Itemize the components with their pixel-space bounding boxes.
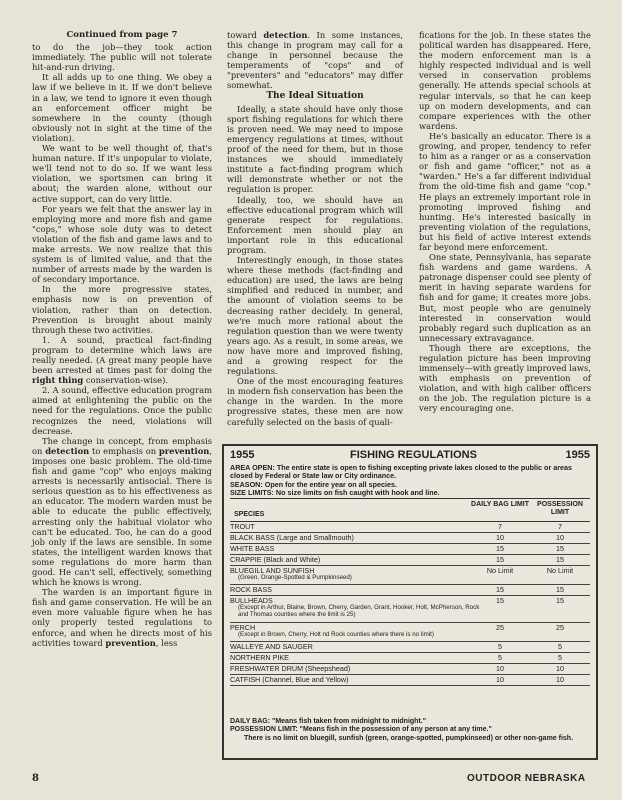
daily-limit-cell: 10 (496, 533, 504, 542)
possession-limit-cell: 5 (558, 642, 562, 651)
paragraph: 2. A sound, effective education program aimed at enlightening the public on the need for the regulations. Once the public recognizes the need, violations will decrease. (32, 385, 212, 436)
paragraph (32, 436, 212, 587)
possession-limit-cell: 5 (558, 653, 562, 662)
daily-limit-cell: 25 (496, 623, 504, 632)
table-row (230, 653, 590, 664)
species-name: BLACK BASS (Large and Smallmouth) (230, 533, 354, 542)
paragraph: Though there are exceptions, the regulation picture has been improving immensely—with greatly improved laws, with emphasis on prevention of violation, and with high caliber officers on the job. The regulation picture is a very encouraging one. (419, 342, 591, 414)
table-row (230, 555, 590, 566)
paragraph (32, 587, 212, 648)
regulation-definitions (230, 718, 590, 743)
regulations-table (230, 498, 590, 686)
paragraph: fications for the job. In these states the political warden has disappeared. Here, the modern enforcement man is a highly respected individual and is well versed in conservation problems generally. He attends special schools at regular intervals, so that he can keep up on modern developments, and can compare experiences with the other wardens. (419, 30, 591, 131)
column-1 (32, 30, 212, 648)
table-row (230, 642, 590, 653)
possession-limit-cell: 25 (556, 623, 564, 632)
text-run: The warden is an important figure in fish and game conservation. He will be an even more valuable figure when he has only properly tested regulations to enforce, and when he directs most of his activities toward (32, 587, 212, 648)
daily-limit-cell: 15 (496, 544, 504, 553)
species-name: WALLEYE AND SAUGER (230, 642, 313, 651)
text-run: 1. A sound, practical fact-finding program to determine which laws are really needed. (A great many people have been arrested at times past for doing the (32, 334, 212, 376)
table-row (230, 544, 590, 555)
area-open: AREA OPEN: The entire state is open to fishing excepting private lakes closed to the public or areas closed by Federal or State law or City ordinance. (230, 463, 573, 481)
paragraph (227, 30, 403, 91)
species-cell (230, 523, 480, 531)
table-header (230, 499, 590, 522)
text-run: . In some instances, this change in program may call for a change in personnel because the temperaments of "cops" and of "preventers" and "educators" may differ somewhat. (227, 30, 403, 91)
species-name: BULLHEADS (230, 596, 273, 605)
paragraph: In the more progressive states, emphasis now is on prevention of violation, rather than on detection. Prevention is brought about mainly through these two activities. (32, 284, 212, 335)
species-cell (230, 556, 480, 564)
paragraph: For years we felt that the answer lay in employing more and more fish and game "cops," whose sole duty was to detect violation of the fish and game laws and to make arrests. We now realize that this system is of limited value, and that the number of arrests made by the warden is of secondary importance. (32, 203, 212, 285)
table-row (230, 675, 590, 686)
paragraph: It all adds up to one thing. We obey a law if we believe in it. If we don't believe in a law, we tend to ignore it even though an enforcement officer might be somewhere in the county (though obviously not in sight at the time of the violation). (32, 72, 212, 143)
possession-definition: POSSESSION LIMIT: "Means fish in the possession of any person at any time." (230, 726, 492, 734)
table-row (230, 566, 590, 585)
species-name: TROUT (230, 522, 255, 531)
possession-limit-cell: 15 (556, 585, 564, 594)
possession-header: POSSESSION LIMIT (537, 501, 583, 516)
species-name: CATFISH (Channel, Blue and Yellow) (230, 675, 349, 684)
paragraph (32, 335, 212, 385)
daily-limit-cell: 15 (496, 596, 504, 605)
daily-limit-cell: 5 (498, 642, 502, 651)
page-number: 8 (32, 773, 39, 784)
table-row (230, 522, 590, 533)
daily-limit-cell: 15 (496, 585, 504, 594)
table-row (230, 533, 590, 544)
section-heading: The Ideal Situation (266, 90, 364, 101)
species-cell (230, 586, 480, 594)
possession-limit-cell: 15 (556, 596, 564, 605)
species-cell (230, 534, 480, 542)
bold-run: prevention (105, 637, 156, 648)
daily-limit-cell: 5 (498, 653, 502, 662)
table-row (230, 664, 590, 675)
text-run: , less (155, 637, 178, 648)
table-row (230, 596, 590, 623)
column-3 (419, 30, 591, 414)
bold-run: detection (263, 30, 308, 40)
bold-run: detection (45, 445, 90, 456)
regulations-header (230, 449, 590, 463)
daily-limit-cell: 15 (496, 555, 504, 564)
continued-heading: Continued from page 7 (66, 30, 178, 40)
species-cell (230, 643, 480, 651)
no-limit-note: There is no limit on bluegill, sunfish (green, orange-spotted, pumpkinseed) or other non-game fish. (244, 734, 574, 742)
species-cell (230, 567, 480, 582)
possession-limit-cell: 10 (556, 533, 564, 542)
species-name: BLUEGILL AND SUNFISH (230, 566, 315, 575)
text-run: toward (227, 30, 264, 40)
species-name: WHITE BASS (230, 544, 275, 553)
regulations-title: FISHING REGULATIONS (350, 449, 477, 461)
daily-limit-cell: 7 (498, 522, 502, 531)
text-run: to emphasis on (89, 445, 159, 456)
daily-header: DAILY BAG LIMIT (471, 501, 529, 508)
species-cell (230, 654, 480, 662)
species-name: PERCH (230, 623, 256, 632)
year-right: 1955 (565, 449, 590, 461)
possession-limit-cell: 7 (558, 522, 562, 531)
species-name: ROCK BASS (230, 585, 272, 594)
paragraph: Ideally, a state should have only those sport fishing regulations for which there is proven need. We may need to impose emergency regulations at times, without proof of the need for them, but in those instances we should immediately institute a fact-finding program which will demonstrate whether or not the regulation is proper. (227, 103, 403, 195)
column-2 (227, 30, 403, 427)
species-cell (230, 545, 480, 553)
paragraph: Interestingly enough, in those states where these methods (fact-finding and education) are used, the laws are being simplified and reduced in number, and the amount of violation seems to be decreasing rather decidely. In general, we're much more rational about the regulation question than we were twenty years ago. As a result, in some areas, we now have more and improved fishing, and a growing respect for the regulations. (227, 255, 403, 377)
text-run: , imposes one basic problem. The old-time fish and game "cop" who enjoys making arrests is necessarily antisocial. There is serious question as to his effectiveness as an educator. The modern warden must be able to educate the public effectively, arresting only the habitual violator who can't be educated. Too, he can do a good job only if the laws are sensible. In some states, the intelligent warden knows that some regulations do more harm than good. He can't sell, effectively, something which he knows is wrong. (32, 445, 212, 588)
species-cell (230, 665, 480, 673)
species-cell (230, 676, 480, 684)
species-note: (Except in Arthur, Blaine, Brown, Cherry, Garden, Grant, Hooker, Holt, McPherson, Rock and Thomas counties where the limit is 25) (238, 604, 480, 618)
season: SEASON: Open for the entire year on all species. (230, 480, 397, 489)
possession-limit-cell: 15 (556, 544, 564, 553)
fishing-regulations-box (222, 444, 598, 760)
daily-limit-cell: 10 (496, 675, 504, 684)
year-left: 1955 (230, 449, 255, 461)
paragraph: We want to be well thought of, that's human nature. If it's unpopular to violate, we'll tend not to do so. If we want less violation, we sportsmen can bring it about; the warden alone, without our active support, can do very little. (32, 143, 212, 204)
paragraph: to do the job—they took action immediately. The public will not tolerate hit-and-run driving. (32, 42, 212, 73)
table-row (230, 585, 590, 596)
table-body (230, 522, 590, 686)
daily-limit-cell: No Limit (486, 566, 514, 575)
table-row (230, 623, 590, 642)
text-run: The change in concept, from emphasis on (32, 435, 212, 456)
possession-limit-cell: 10 (556, 664, 564, 673)
possession-limit-cell: 15 (556, 555, 564, 564)
paragraph: One of the most encouraging features in modern fish conservation has been the change in the warden. In the more progressive states, these men are now carefully selected on the basis of quali- (227, 376, 403, 427)
species-name: CRAPPIE (Black and White) (230, 555, 321, 564)
possession-limit-cell: 10 (556, 675, 564, 684)
species-name: FRESHWATER DRUM (Sheepshead) (230, 664, 351, 673)
species-note: (Except in Brown, Cherry, Holt nd Rock counties where there is no limit) (238, 631, 434, 638)
paragraph: Ideally, too, we should have an effective educational program which will generate respect for regulations. Enforcement men should play an important role in this educational program. (227, 194, 403, 255)
bold-run: right thing (32, 375, 84, 386)
species-header: SPECIES (234, 511, 265, 518)
daily-bag-definition: DAILY BAG: "Means fish taken from midnight to midnight." (230, 718, 427, 725)
bold-run: prevention (158, 445, 210, 456)
paragraph: One state, Pennsylvania, has separate fish wardens and game wardens. A patronage dispenser could see plenty of merit in having separate wardens for fish and for game; it creates more jobs. But, most people who are genuinely interested in conservation would probably regard such duplication as an unnecessary extravagance. (419, 252, 591, 343)
paragraph: He's basically an educator. There is a growing, and proper, tendency to refer to him as a ranger or as a conservation or fish and game "officer," not as a "warden." He's a far different individual from the old-time fish and game "cop." He plays an extremely important role in promoting improved fishing and hunting. He's interested basically in preventing violation of the regulations, but his field of active interest extends far beyond mere enforcement. (419, 130, 591, 252)
text-run: conservation-wise). (83, 375, 169, 386)
possession-limit-cell: No Limit (546, 566, 574, 575)
species-cell (230, 624, 480, 639)
size-limits: SIZE LIMITS: No size limits on fish caught with hook and line. (230, 488, 440, 497)
daily-limit-cell: 10 (496, 664, 504, 673)
species-cell (230, 597, 480, 618)
species-note: (Green, Orange-Spotted & Pumpkinseed) (238, 574, 352, 581)
species-name: NORTHERN PIKE (230, 653, 289, 662)
magazine-name: OUTDOOR NEBRASKA (467, 773, 586, 784)
